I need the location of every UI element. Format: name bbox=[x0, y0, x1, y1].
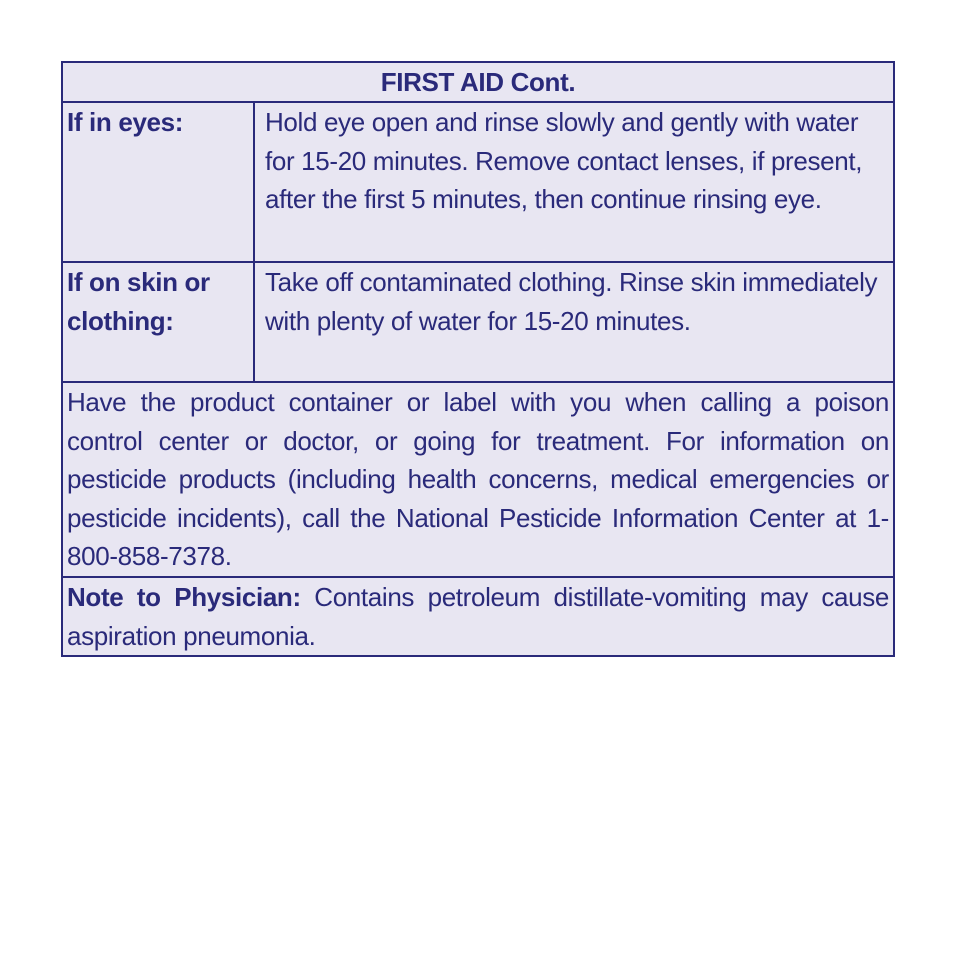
eyes-label: If in eyes: bbox=[63, 103, 255, 261]
first-aid-panel bbox=[61, 61, 895, 657]
first-aid-title: FIRST AID Cont. bbox=[63, 63, 893, 103]
skin-label: If on skin or clothing: bbox=[63, 263, 255, 381]
first-aid-row-eyes bbox=[63, 103, 893, 263]
skin-instructions: Take off contaminated clothing. Rinse skin immediately with plenty of water for 15-20 minutes. bbox=[265, 267, 878, 336]
note-to-physician bbox=[63, 578, 893, 655]
note-text: Contains petroleum distillate-vomiting may cause aspiration pneumonia. bbox=[67, 582, 889, 651]
first-aid-row-skin bbox=[63, 263, 893, 383]
poison-control-info: Have the product container or label with you when calling a poison control center or doctor, or going for treatment. For information on pesticide products (including health concerns, medical emergencies or pesticide incidents), call the National Pesticide Information Center at 1-800-858-7378. bbox=[63, 383, 893, 578]
eyes-instructions: Hold eye open and rinse slowly and gently with water for 15-20 minutes. Remove contact lenses, if present, after the first 5 minutes, then continue rinsing eye. bbox=[265, 107, 863, 214]
note-label: Note to Physician: bbox=[67, 582, 301, 612]
